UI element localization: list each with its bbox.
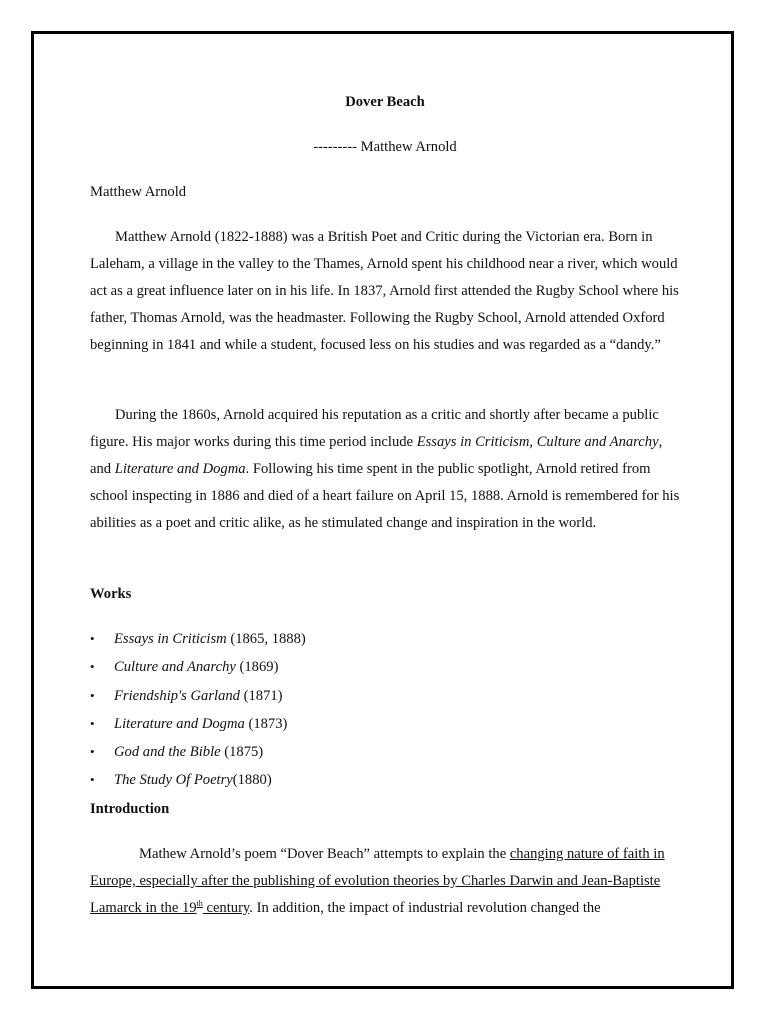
- list-item: [90, 626, 680, 654]
- list-item: [90, 739, 680, 767]
- list-item: [90, 654, 680, 682]
- work-years: (1869): [235, 659, 279, 676]
- bullet-icon: •: [90, 631, 95, 646]
- work-title-italic: Essays in Criticism: [416, 433, 530, 450]
- work-title: Literature and Dogma: [114, 715, 245, 732]
- bullet-icon: •: [90, 659, 95, 675]
- work-title: Friendship's Garland: [114, 687, 240, 704]
- bullet-icon: •: [90, 772, 95, 788]
- work-title: God and the Bible: [114, 744, 221, 761]
- author-heading: Matthew Arnold: [90, 184, 187, 200]
- works-heading: Works: [90, 586, 132, 602]
- work-title: The Study Of Poetry: [114, 772, 233, 789]
- work-years: (1871): [239, 687, 283, 704]
- superscript-text: th: [196, 898, 203, 908]
- works-list: [90, 626, 680, 796]
- work-years: (1875): [220, 744, 264, 761]
- list-item: [90, 711, 680, 739]
- bio-paragraph-2-text: . Following his time spent in the public spotlight, Arnold retired from school inspecting in 1886 and died of a heart failure on April 15, 1888. Arnold is remembered for his abilities as a poet and critic alike, as he stimulated change and inspiration in the world.: [90, 460, 680, 531]
- work-title-italic: Literature and Dogma: [114, 460, 246, 477]
- work-title-italic: Culture and Anarchy: [536, 433, 659, 450]
- work-title: Culture and Anarchy: [114, 659, 236, 676]
- list-item: [90, 683, 680, 711]
- work-years: (1873): [244, 715, 288, 732]
- list-item: [90, 767, 680, 795]
- bio-paragraph-2-text: During the 1860s, Arnold acquired his reputation as a critic and shortly after became a public figure. His major works during this time period include: [90, 407, 659, 450]
- underlined-text: century: [202, 899, 250, 916]
- underlined-text: changing nature of faith in Europe, especially after the publishing of evolution theories by Charles Darwin and Jean-Baptiste Lamarck in the 19: [90, 846, 665, 916]
- bio-paragraph-2: [90, 402, 680, 537]
- bullet-icon: •: [90, 744, 95, 760]
- intro-text: Mathew Arnold’s poem “Dover Beach” attempts to explain the: [139, 846, 510, 862]
- bio-paragraph-2-text: , and: [90, 433, 663, 477]
- bio-paragraph-1: Matthew Arnold (1822-1888) was a British Poet and Critic during the Victorian era. Born in Laleham, a village in the valley to the Thames, Arnold spent his childhood near a river, which would act as a great influence later on in his life. In 1837, Arnold first attended the Rugby School where his father, Thomas Arnold, was the headmaster. Following the Rugby School, Arnold attended Oxford beginning in 1841 and while a student, focused less on his studies and was regarded as a “dandy.”: [90, 229, 679, 353]
- work-years: (1865, 1888): [226, 631, 306, 647]
- bullet-icon: •: [90, 715, 95, 731]
- intro-text: . In addition, the impact of industrial revolution changed the: [249, 899, 601, 916]
- document-title: Dover Beach: [345, 94, 425, 110]
- author-byline: --------- Matthew Arnold: [313, 139, 457, 155]
- intro-paragraph: [90, 841, 680, 922]
- bullet-icon: •: [90, 687, 95, 703]
- introduction-heading: Introduction: [90, 801, 170, 817]
- bio-paragraph-2-text: ,: [529, 433, 537, 450]
- work-years: (1880): [232, 772, 272, 789]
- work-title: Essays in Criticism: [114, 631, 227, 647]
